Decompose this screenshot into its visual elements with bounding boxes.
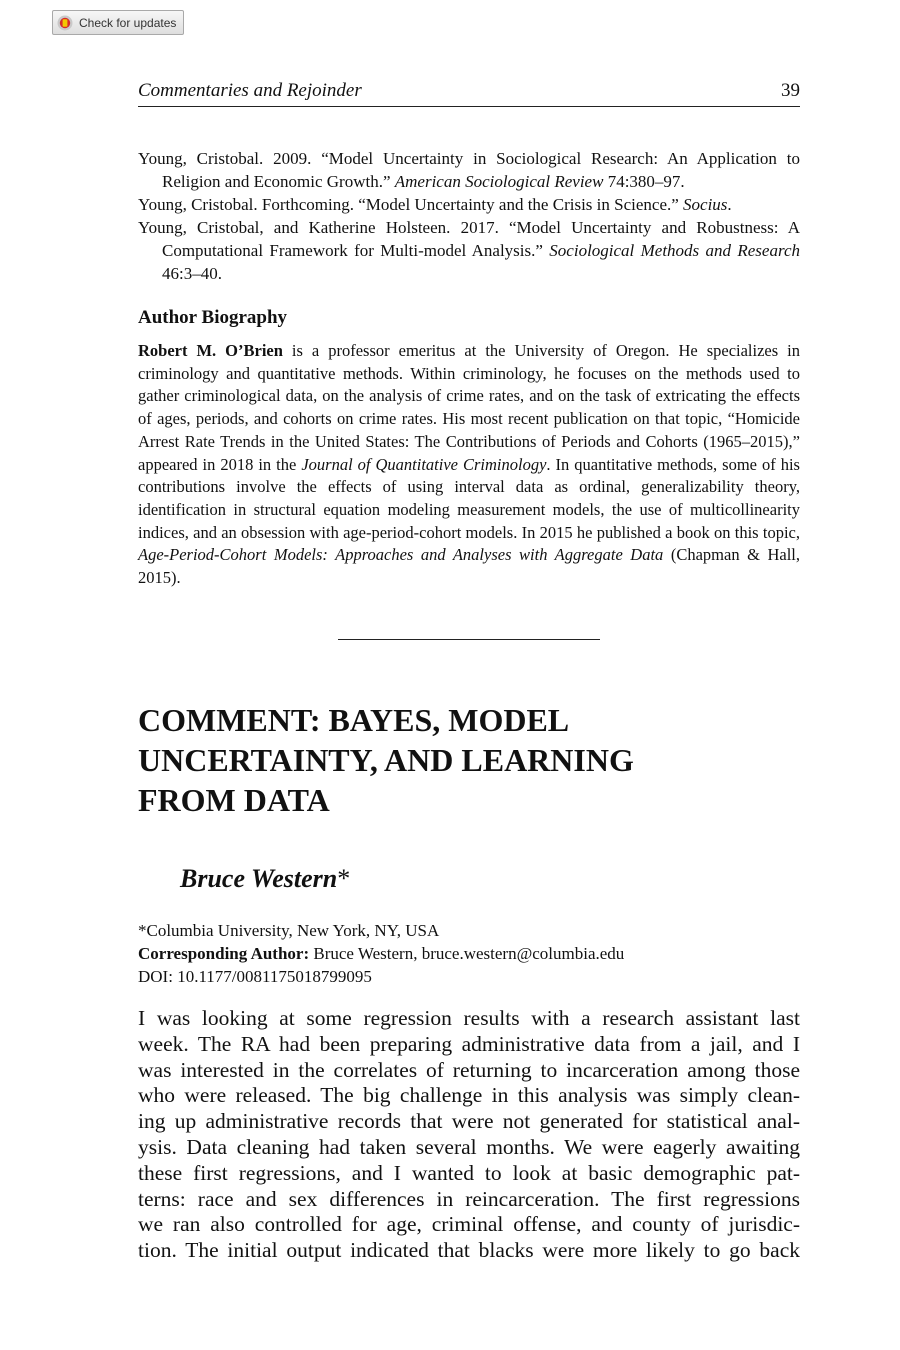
body-line: was interested in the correlates of returning to incarceration among those: [138, 1057, 800, 1082]
bio-author-name: Robert M. O’Brien: [138, 341, 283, 360]
body-line: terns: race and sex differences in reincarceration. The first regressions: [138, 1186, 800, 1211]
affiliation: *Columbia University, New York, NY, USA: [138, 921, 440, 940]
body-line: these first regressions, and I wanted to look at basic demographic pat-: [138, 1160, 800, 1185]
article-body: [138, 1006, 800, 1264]
body-line: ing up administrative records that were not generated for statistical anal-: [138, 1109, 800, 1134]
update-badge-icon: [57, 15, 73, 31]
bio-book-title: Age-Period-Cohort Models: Approaches and Analyses with Aggregate Data: [138, 545, 664, 565]
check-for-updates-label: Check for updates: [79, 15, 177, 30]
running-header: [138, 80, 800, 107]
body-line: who were released. The big challenge in this analysis was simply clean-: [138, 1083, 800, 1108]
body-line: I was looking at some regression results with a research assistant last: [138, 1006, 800, 1030]
corresponding-author: Corresponding Author: Bruce Western, bruce.western@columbia.edu: [138, 944, 625, 963]
section-divider: [338, 639, 600, 640]
reference-item: Young, Cristobal. 2009. “Model Uncertainty in Sociological Research: An Application to Religion and Economic Growth.” American Sociological Review 74:380–97.: [138, 149, 800, 191]
reference-list: [138, 147, 800, 285]
check-for-updates-button[interactable]: [52, 10, 184, 35]
doi: DOI: 10.1177/0081175018799095: [138, 967, 372, 986]
running-header-title: Commentaries and Rejoinder: [138, 80, 362, 101]
author-biography-heading: Author Biography: [138, 307, 288, 328]
author-affiliation-block: [138, 919, 800, 988]
body-line: tion. The initial output indicated that blacks were more likely to go back: [138, 1238, 800, 1263]
body-line: week. The RA had been preparing administrative data from a jail, and I: [138, 1031, 800, 1056]
article-author: Bruce Western*: [180, 864, 351, 893]
body-line: we ran also controlled for age, criminal offense, and county of jurisdic-: [138, 1212, 800, 1237]
reference-item: Young, Cristobal, and Katherine Holsteen. 2017. “Model Uncertainty and Robustness: A Computational Framework for Multi-model Analysis.” Sociological Methods and Research 46:3–40.: [138, 218, 801, 283]
article-title: COMMENT: BAYES, MODEL UNCERTAINTY, AND LEARNING FROM DATA: [138, 702, 634, 818]
page-number: 39: [781, 80, 800, 101]
bio-journal-title: Journal of Quantitative Criminology: [301, 454, 547, 474]
body-line: ysis. Data cleaning had taken several months. We were eagerly awaiting: [138, 1134, 800, 1159]
reference-item: Young, Cristobal. Forthcoming. “Model Uncertainty and the Crisis in Science.” Socius.: [138, 195, 732, 214]
author-biography-text: Robert M. O’Brien is a professor emeritus at the University of Oregon. He specializes in criminology and quantitative methods. Within criminology, he focuses on the methods used to gather criminological data, on the analysis of crime rates, and on the task of extricating the effects of ages, periods, and cohorts on crime rates. His most recent publication on that topic, “Homicide Arrest Rate Trends in the United States: The Contributions of Periods and Cohorts (1965–2015),” appeared in 2018 in the Journal of Quantitative Criminology. In quantitative methods, some of his contributions involve the effects of using interval data as ordinal, generalizability theory, identification in structural equation modeling measurement models, the use of multicollinearity indices, and an obsession with age-period-cohort models. In 2015 he published a book on this topic, Age-Period-Cohort Models: Approaches and Analyses with Aggregate Data (Chapman & Hall, 2015).: [138, 341, 800, 588]
